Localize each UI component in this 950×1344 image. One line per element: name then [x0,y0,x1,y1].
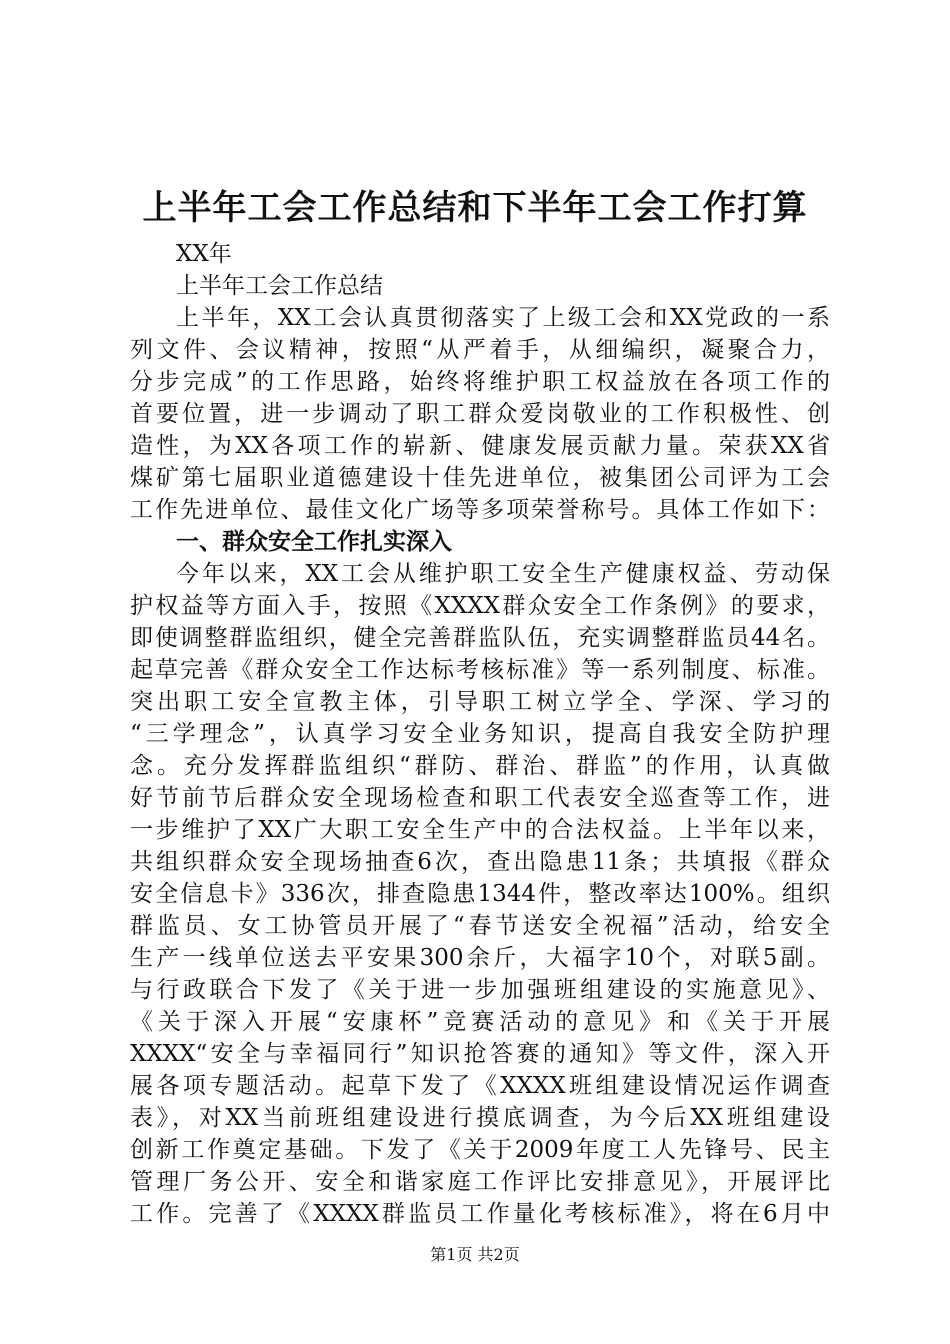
text-line: 创新工作奠定基础。下发了《关于2009年度工人先锋号、民主 [130,1137,830,1163]
text-line: 展各项专题活动。起草下发了《XXXX班组建设情况运作调查 [130,1073,830,1099]
text-line: 生产一线单位送去平安果300余斤，大福字10个，对联5副。 [130,945,830,971]
text-line: XX年 [176,241,232,267]
text-line: 与行政联合下发了《关于进一步加强班组建设的实施意见》、 [130,977,830,1003]
text-line: “三学理念”，认真学习安全业务知识，提高自我安全防护理 [130,721,830,747]
document-title: 上半年工会工作总结和下半年工会工作打算 [142,188,808,228]
text-line: XXXX“安全与幸福同行”知识抢答赛的通知》等文件，深入开 [130,1041,830,1067]
text-line: 首要位置，进一步调动了职工群众爱岗敬业的工作积极性、创 [130,401,830,427]
text-line: 管理厂务公开、安全和谐家庭工作评比安排意见》，开展评比 [130,1169,830,1195]
text-line: 造性，为XX各项工作的崭新、健康发展贡献力量。荣获XX省 [130,433,830,459]
text-line: 起草完善《群众安全工作达标考核标准》等一系列制度、标准。 [130,657,830,683]
text-line: 群监员、女工协管员开展了“春节送安全祝福”活动，给安全 [130,913,830,939]
text-line: 安全信息卡》336次，排查隐患1344件，整改率达100%。组织 [130,881,830,907]
text-line: 《关于深入开展“安康杯”竞赛活动的意见》和《关于开展 [130,1009,830,1035]
text-line: 念。充分发挥群监组织“群防、群治、群监”的作用，认真做 [130,753,830,779]
text-line: 上半年工会工作总结 [176,273,383,299]
text-line: 一步维护了XX广大职工安全生产中的合法权益。上半年以来， [130,817,830,843]
text-line: 即使调整群监组织，健全完善群监队伍，充实调整群监员44名。 [130,625,830,651]
text-line: 分步完成”的工作思路，始终将维护职工权益放在各项工作的 [130,369,830,395]
text-line: 工作。完善了《XXXX群监员工作量化考核标准》，将在6月中 [130,1201,830,1227]
text-line: 列文件、会议精神，按照“从严着手，从细编织，凝聚合力， [130,337,830,363]
text-line: 煤矿第七届职业道德建设十佳先进单位，被集团公司评为工会 [130,465,830,491]
section-heading: 一、群众安全工作扎实深入 [176,528,452,555]
text-line: 今年以来，XX工会从维护职工安全生产健康权益、劳动保 [176,561,830,587]
text-line: 表》，对XX当前班组建设进行摸底调查，为今后XX班组建设 [130,1105,830,1131]
text-line: 好节前节后群众安全现场检查和职工代表安全巡查等工作，进 [130,785,830,811]
text-line: 护权益等方面入手，按照《XXXX群众安全工作条例》的要求， [130,593,830,619]
text-line: 工作先进单位、最佳文化广场等多项荣誉称号。具体工作如下： [130,497,830,523]
text-line: 上半年，XX工会认真贯彻落实了上级工会和XX党政的一系 [176,305,830,331]
text-line: 突出职工安全宣教主体，引导职工树立学全、学深、学习的 [130,689,830,715]
document-body [130,238,830,1230]
page-footer: 第1页 共2页 [430,1245,520,1264]
text-line: 共组织群众安全现场抽查6次，查出隐患11条；共填报《群众 [130,849,830,875]
